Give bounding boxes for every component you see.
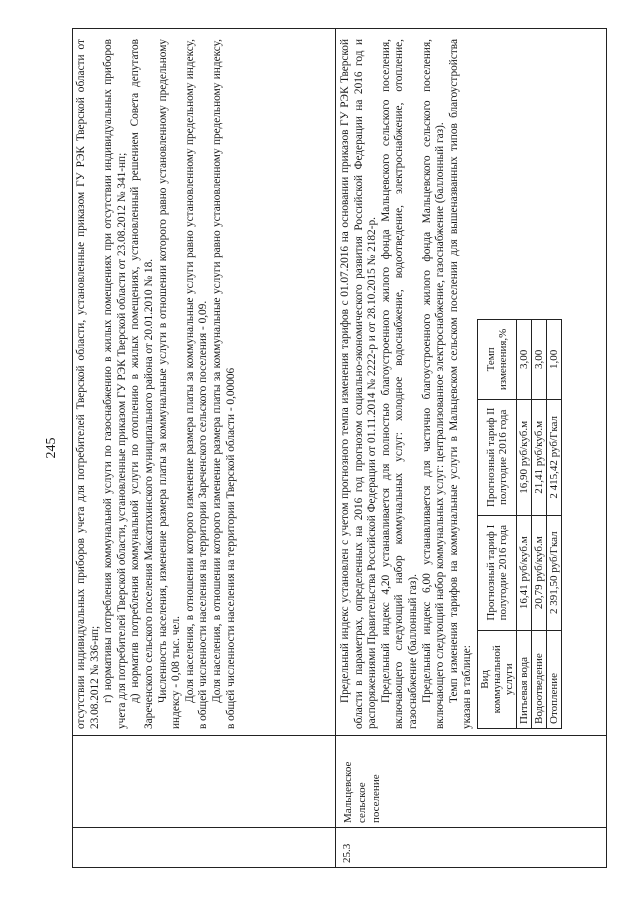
paragraph: д) норматив потребления коммунальной услуги по отоплению в жилых помещениях, установленный решением Совета депутатов Зареченского сельского поселения Максатихинского муниципального района от 20.01.2010 № 18. (129, 39, 155, 729)
paragraph: Предельный индекс 4,20 устанавливается для полностью благоустроенного жилого фонда Мальцевского сельского поселения, включающего следующий набор коммунальных услуг: холодное водоснабжение, водоотведение, электроснабжение, отопление, газоснабжение (баллонный газ). (379, 39, 419, 729)
paragraph: Темп изменения тарифов на коммунальные услуги в Мальцевском сельском поселении для вышеназванных типов благоустройства указан в таблице: (447, 39, 474, 729)
row-number: 25.3 (341, 843, 353, 863)
table-row (531, 320, 546, 729)
document-table (72, 28, 607, 868)
table-cell: 16,90 руб/куб.м (516, 399, 531, 515)
description-column (73, 29, 606, 735)
table-cell: Отопление (546, 630, 561, 728)
table-cell: Водоотведение (531, 630, 546, 728)
paragraph: г) нормативы потребления коммунальной услуги по газоснабжению в жилых помещениях при отсутствии индивидуальных приборов учета для потребителей Тверской области, установленные приказом ГУ РЭК Тверской области от 23.08.2012 № 341-нп; (102, 39, 128, 729)
page (32, 28, 607, 868)
table-cell: 2 415,42 руб/Гкал (546, 399, 561, 515)
paragraph: Предельный индекс 6,00 устанавливается для частично благоустроенного жилого фонда Мальцевского сельского поселения, включающего следующий набор коммунальных услуг: централизованное электроснабжение, газоснабжение (баллонный газ). (420, 39, 447, 729)
table-cell: 16,41 руб/куб.м (516, 515, 531, 630)
paragraph: отсутствии индивидуальных приборов учета для потребителей Тверской области, установленные приказом ГУ РЭК Тверской области от 23.08.2012 № 336-нп; (75, 39, 101, 729)
settlement-name: Мальцевское сельское поселение (342, 761, 382, 823)
table-row (546, 320, 561, 729)
column-header: Прогнозный тариф II полугодие 2016 года (477, 399, 516, 515)
paragraph: Предельный индекс установлен с учетом прогнозного темпа изменения тарифов с 01.07.2016 на основании приказов ГУ РЭК Тверской области в параметрах, определенных на 2016 год прогнозом социально-экономического развития Российской Федерации на 2016 год и распоряжениями Правительства Российской Федерации от 01.11.2014 № 2222-р и от 28.10.2015 № 2182-р. (339, 39, 379, 729)
tariff-table (477, 319, 562, 729)
table-header-row (477, 320, 516, 729)
page-number: 245 (44, 437, 59, 459)
table-cell: 1,00 (546, 320, 561, 400)
settlement-row-text (339, 39, 562, 729)
paragraph: Доля населения, в отношении которого изменение размера платы за коммунальные услуги равно установленному предельному индексу, в общей численности населения на территории Тверской области - 0,00006 (210, 39, 237, 729)
settlement-column (73, 735, 606, 827)
table-cell: 21,41 руб/куб.м (531, 399, 546, 515)
column-header: Вид коммунальной услуги (477, 630, 516, 728)
table-cell: 20,79 руб/куб.м (531, 515, 546, 630)
paragraph: Численность населения, изменение размера платы за коммунальные услуги в отношении которого равно установленному предельному индексу - 0,08 тыс. чел. (156, 39, 183, 729)
previous-row-text (75, 39, 238, 729)
table-row (516, 320, 531, 729)
table-cell: 3,00 (516, 320, 531, 400)
paragraph: Доля населения, в отношении которого изменение размера платы за коммунальные услуги равно установленному предельному индексу, в общей численности населения на территории Зареченского сельского поселения - 0,09. (183, 39, 210, 729)
number-column (73, 827, 606, 867)
table-cell: Питьевая вода (516, 630, 531, 728)
table-cell: 3,00 (531, 320, 546, 400)
column-header: Темп изменения,% (477, 320, 516, 400)
column-header: Прогнозный тариф I полугодие 2016 года (477, 515, 516, 630)
table-cell: 2 391,50 руб/Гкал (546, 515, 561, 630)
